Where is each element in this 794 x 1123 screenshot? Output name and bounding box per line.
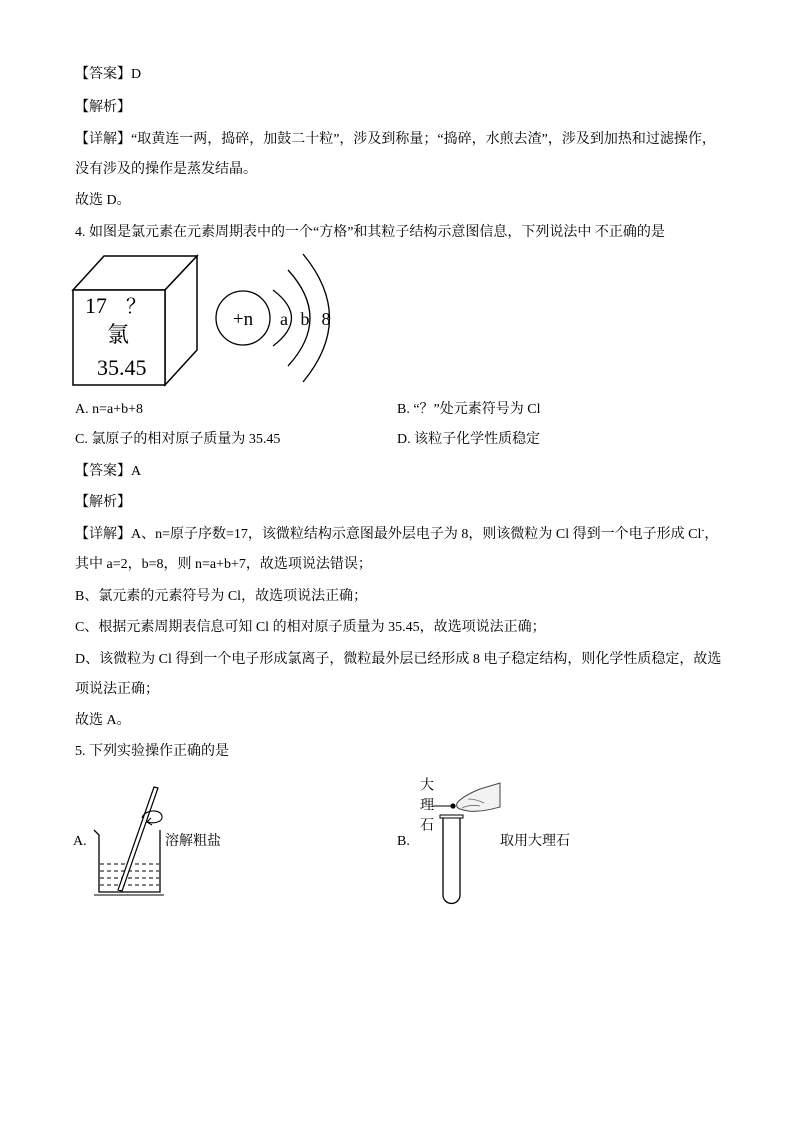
q4-answer [75, 462, 141, 482]
q5-option-a-label: A. [73, 834, 87, 849]
q5-stem: 5. 下列实验操作正确的是 [75, 744, 229, 759]
q4-detail-line1-main: 【详解】A、n=原子序数=17，该微粒结构示意图最外层电子为 8，则该微粒为 Cl 得到一个电子形成 Cl [75, 527, 702, 542]
q4-stem: 4. 如图是氯元素在元素周期表中的一个“方格”和其粒子结构示意图信息，下列说法中 不正确的是 [75, 225, 665, 240]
q4-option-a: A. n=a+b+8 [75, 402, 144, 417]
q3-detail-line2: 没有涉及的操作是蒸发结晶。 [75, 162, 257, 177]
take-marble-figure [430, 775, 510, 910]
q4-answer-value: A [131, 464, 142, 479]
q3-conclusion: 故选 D。 [75, 193, 131, 208]
q5-option-a-caption: 溶解粗盐 [165, 834, 221, 849]
q4-conclusion: 故选 A。 [75, 713, 131, 728]
test-tube-rim [440, 815, 463, 818]
test-tube [443, 818, 460, 904]
q4-analysis-label: 【解析】 [75, 495, 131, 510]
q4-option-c: C. 氯原子的相对原子质量为 35.45 [75, 432, 281, 447]
atomic-mass: 35.45 [97, 355, 147, 380]
shell-2-electrons: b [300, 309, 310, 329]
element-name: 氯 [107, 322, 130, 347]
q5-option-b-label: B. [397, 834, 410, 849]
atomic-number: 17 [85, 293, 107, 318]
q4-detail-line1 [75, 525, 718, 545]
q3-detail-line1: 【详解】“取黄连一两，捣碎，加鼓二十粒”，涉及到称量；“捣碎，水煎去渣”，涉及到加热和过滤操作， [75, 132, 716, 147]
q3-answer [75, 65, 141, 85]
dissolve-salt-figure [90, 780, 170, 900]
q4-detail-line2: 其中 a=2，b=8，则 n=a+b+7，故选项说法错误； [75, 557, 372, 572]
q4-detail-line5: D、该微粒为 Cl 得到一个电子形成氯离子，微粒最外层已经形成 8 电子稳定结构，则化学性质稳定，故选 [75, 652, 722, 667]
q4-option-b: B. “？”处元素符号为 Cl [397, 402, 541, 417]
q4-figure [70, 250, 340, 390]
q3-analysis-label: 【解析】 [75, 100, 131, 115]
q5-option-b-caption: 取用大理石 [500, 834, 570, 849]
beaker-outline [94, 830, 160, 892]
shell-3-electrons: 8 [321, 309, 331, 329]
q3-answer-value: D [131, 67, 142, 82]
q4-detail-line3: B、氯元素的元素符号为 Cl，故选项说法正确； [75, 589, 368, 604]
q4-answer-label: 【答案】 [75, 464, 131, 479]
chloride-charge-superscript: - [701, 524, 705, 535]
q4-detail-line1-end: ， [704, 527, 719, 542]
q3-answer-label: 【答案】 [75, 67, 131, 82]
marble-piece [450, 803, 455, 808]
marble-label: 大理石 [418, 777, 433, 837]
q4-option-d: D. 该粒子化学性质稳定 [397, 432, 541, 447]
q4-detail-line6: 项说法正确； [75, 682, 159, 697]
q4-detail-line4: C、根据元素周期表信息可知 Cl 的相对原子质量为 35.45，故选项说法正确； [75, 620, 546, 635]
element-symbol: ？ [126, 296, 146, 318]
glass-rod [118, 787, 158, 891]
shell-1-electrons: a [280, 309, 288, 329]
nucleus-charge: +n [232, 309, 254, 330]
